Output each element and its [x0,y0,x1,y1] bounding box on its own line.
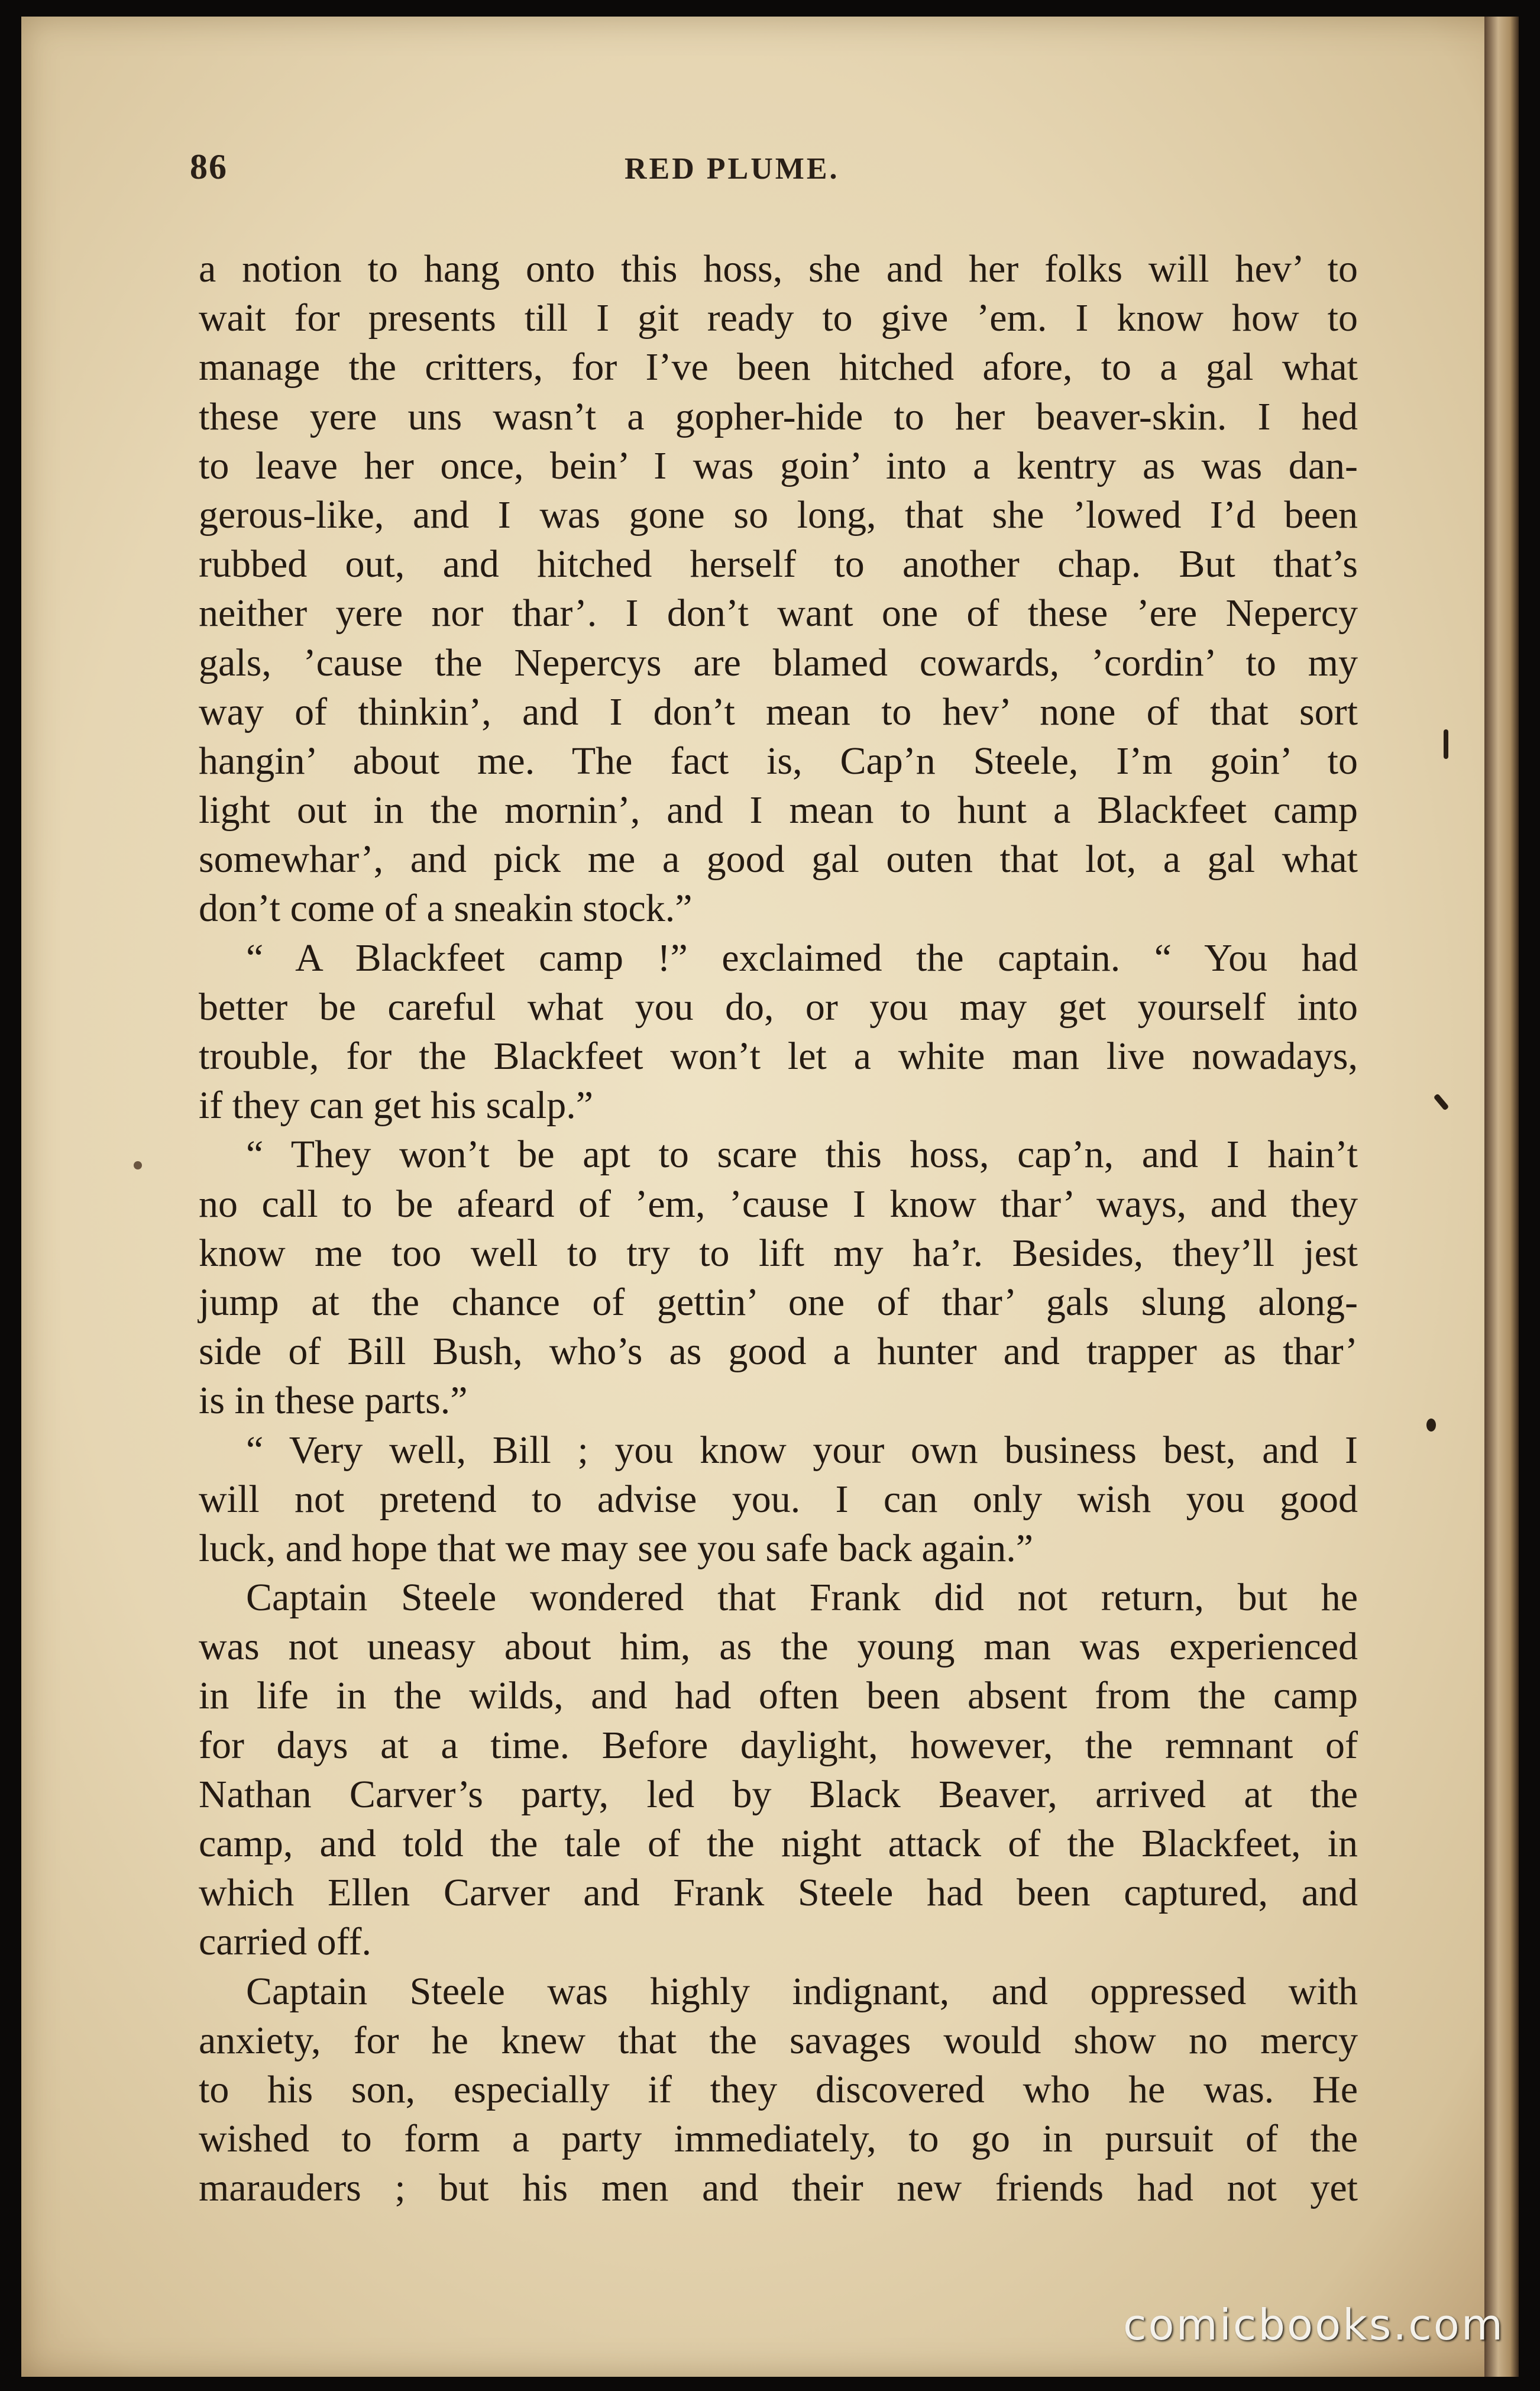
book-page [21,17,1519,2377]
text-line: which Ellen Carver and Frank Steele had been captured, and [199,1871,1358,1915]
text-line: these yere uns wasn’t a gopher-hide to her beaver-skin. I hed [199,395,1358,438]
text-line: to his son, especially if they discovered who he was. He [199,2067,1358,2111]
text-line: “ Very well, Bill ; you know your own business best, and I [246,1428,1358,1472]
text-line: was not uneasy about him, as the young man was experienced [199,1625,1358,1669]
text-line: a notion to hang onto this hoss, she and her folks will hev’ to [199,247,1358,290]
text-line: manage the critters, for I’ve been hitched afore, to a gal what [199,345,1358,389]
text-line: hangin’ about me. The fact is, Cap’n Steele, I’m goin’ to [199,739,1358,783]
text-line: side of Bill Bush, who’s as good a hunter and trapper as thar’ [199,1330,1358,1374]
text-line: carried off. [199,1920,371,1964]
text-line: Nathan Carver’s party, led by Black Beaver, arrived at the [199,1772,1358,1816]
text-line: is in these parts.” [199,1379,468,1423]
ink-speck [1426,1419,1436,1432]
text-line: marauders ; but his men and their new friends had not yet [199,2166,1358,2210]
text-line: Captain Steele was highly indignant, and oppressed with [246,1969,1358,2013]
text-line: gerous-like, and I was gone so long, that she ’lowed I’d been [199,493,1358,537]
text-line: rubbed out, and hitched herself to another chap. But that’s [199,542,1358,586]
text-line: gals, ’cause the Nepercys are blamed cowards, ’cordin’ to my [199,641,1358,684]
text-line: way of thinkin’, and I don’t mean to hev’ none of that sort [199,690,1358,734]
text-line: wait for presents till I git ready to give ’em. I know how to [199,296,1358,340]
text-line: Captain Steele wondered that Frank did not return, but he [246,1576,1358,1620]
text-line: for days at a time. Before daylight, however, the remnant of [199,1723,1358,1767]
text-line: wished to form a party immediately, to go in pursuit of the [199,2117,1358,2161]
text-line: will not pretend to advise you. I can only wish you good [199,1477,1358,1521]
text-line: jump at the chance of gettin’ one of thar’ gals slung along- [199,1280,1358,1324]
ink-speck [134,1161,142,1169]
body-text [199,244,1358,2213]
text-line: “ They won’t be apt to scare this hoss, cap’n, and I hain’t [246,1133,1358,1177]
text-line: no call to be afeard of ’em, ’cause I know thar’ ways, and they [199,1182,1358,1226]
text-line: “ A Blackfeet camp !” exclaimed the captain. “ You had [246,936,1358,980]
page-number: 86 [190,147,228,186]
text-line: to leave her once, bein’ I was goin’ into a kentry as was dan- [199,444,1358,487]
text-line: anxiety, for he knew that the savages would show no mercy [199,2018,1358,2062]
running-head: RED PLUME. [625,152,840,186]
text-line: camp, and told the tale of the night attack of the Blackfeet, in [199,1822,1358,1865]
ink-speck [1444,729,1448,759]
text-line: light out in the mornin’, and I mean to hunt a Blackfeet camp [199,789,1358,832]
text-line: in life in the wilds, and had often been absent from the camp [199,1674,1358,1718]
page-header [21,147,1519,194]
text-line: know me too well to try to lift my ha’r. Besides, they’ll jest [199,1231,1358,1275]
text-line: somewhar’, and pick me a good gal outen that lot, a gal what [199,838,1358,881]
text-line: luck, and hope that we may see you safe back again.” [199,1526,1034,1570]
text-line: don’t come of a sneakin stock.” [199,887,693,930]
text-line: better be careful what you do, or you may get yourself into [199,985,1358,1029]
ink-speck [1434,1093,1450,1110]
text-line: neither yere nor thar’. I don’t want one of these ’ere Nepercy [199,592,1358,635]
watermark: comicbooks.com [1122,2300,1505,2350]
text-line: trouble, for the Blackfeet won’t let a white man live nowadays, [199,1035,1358,1078]
page-gutter [1484,17,1519,2377]
text-line: if they can get his scalp.” [199,1084,594,1127]
